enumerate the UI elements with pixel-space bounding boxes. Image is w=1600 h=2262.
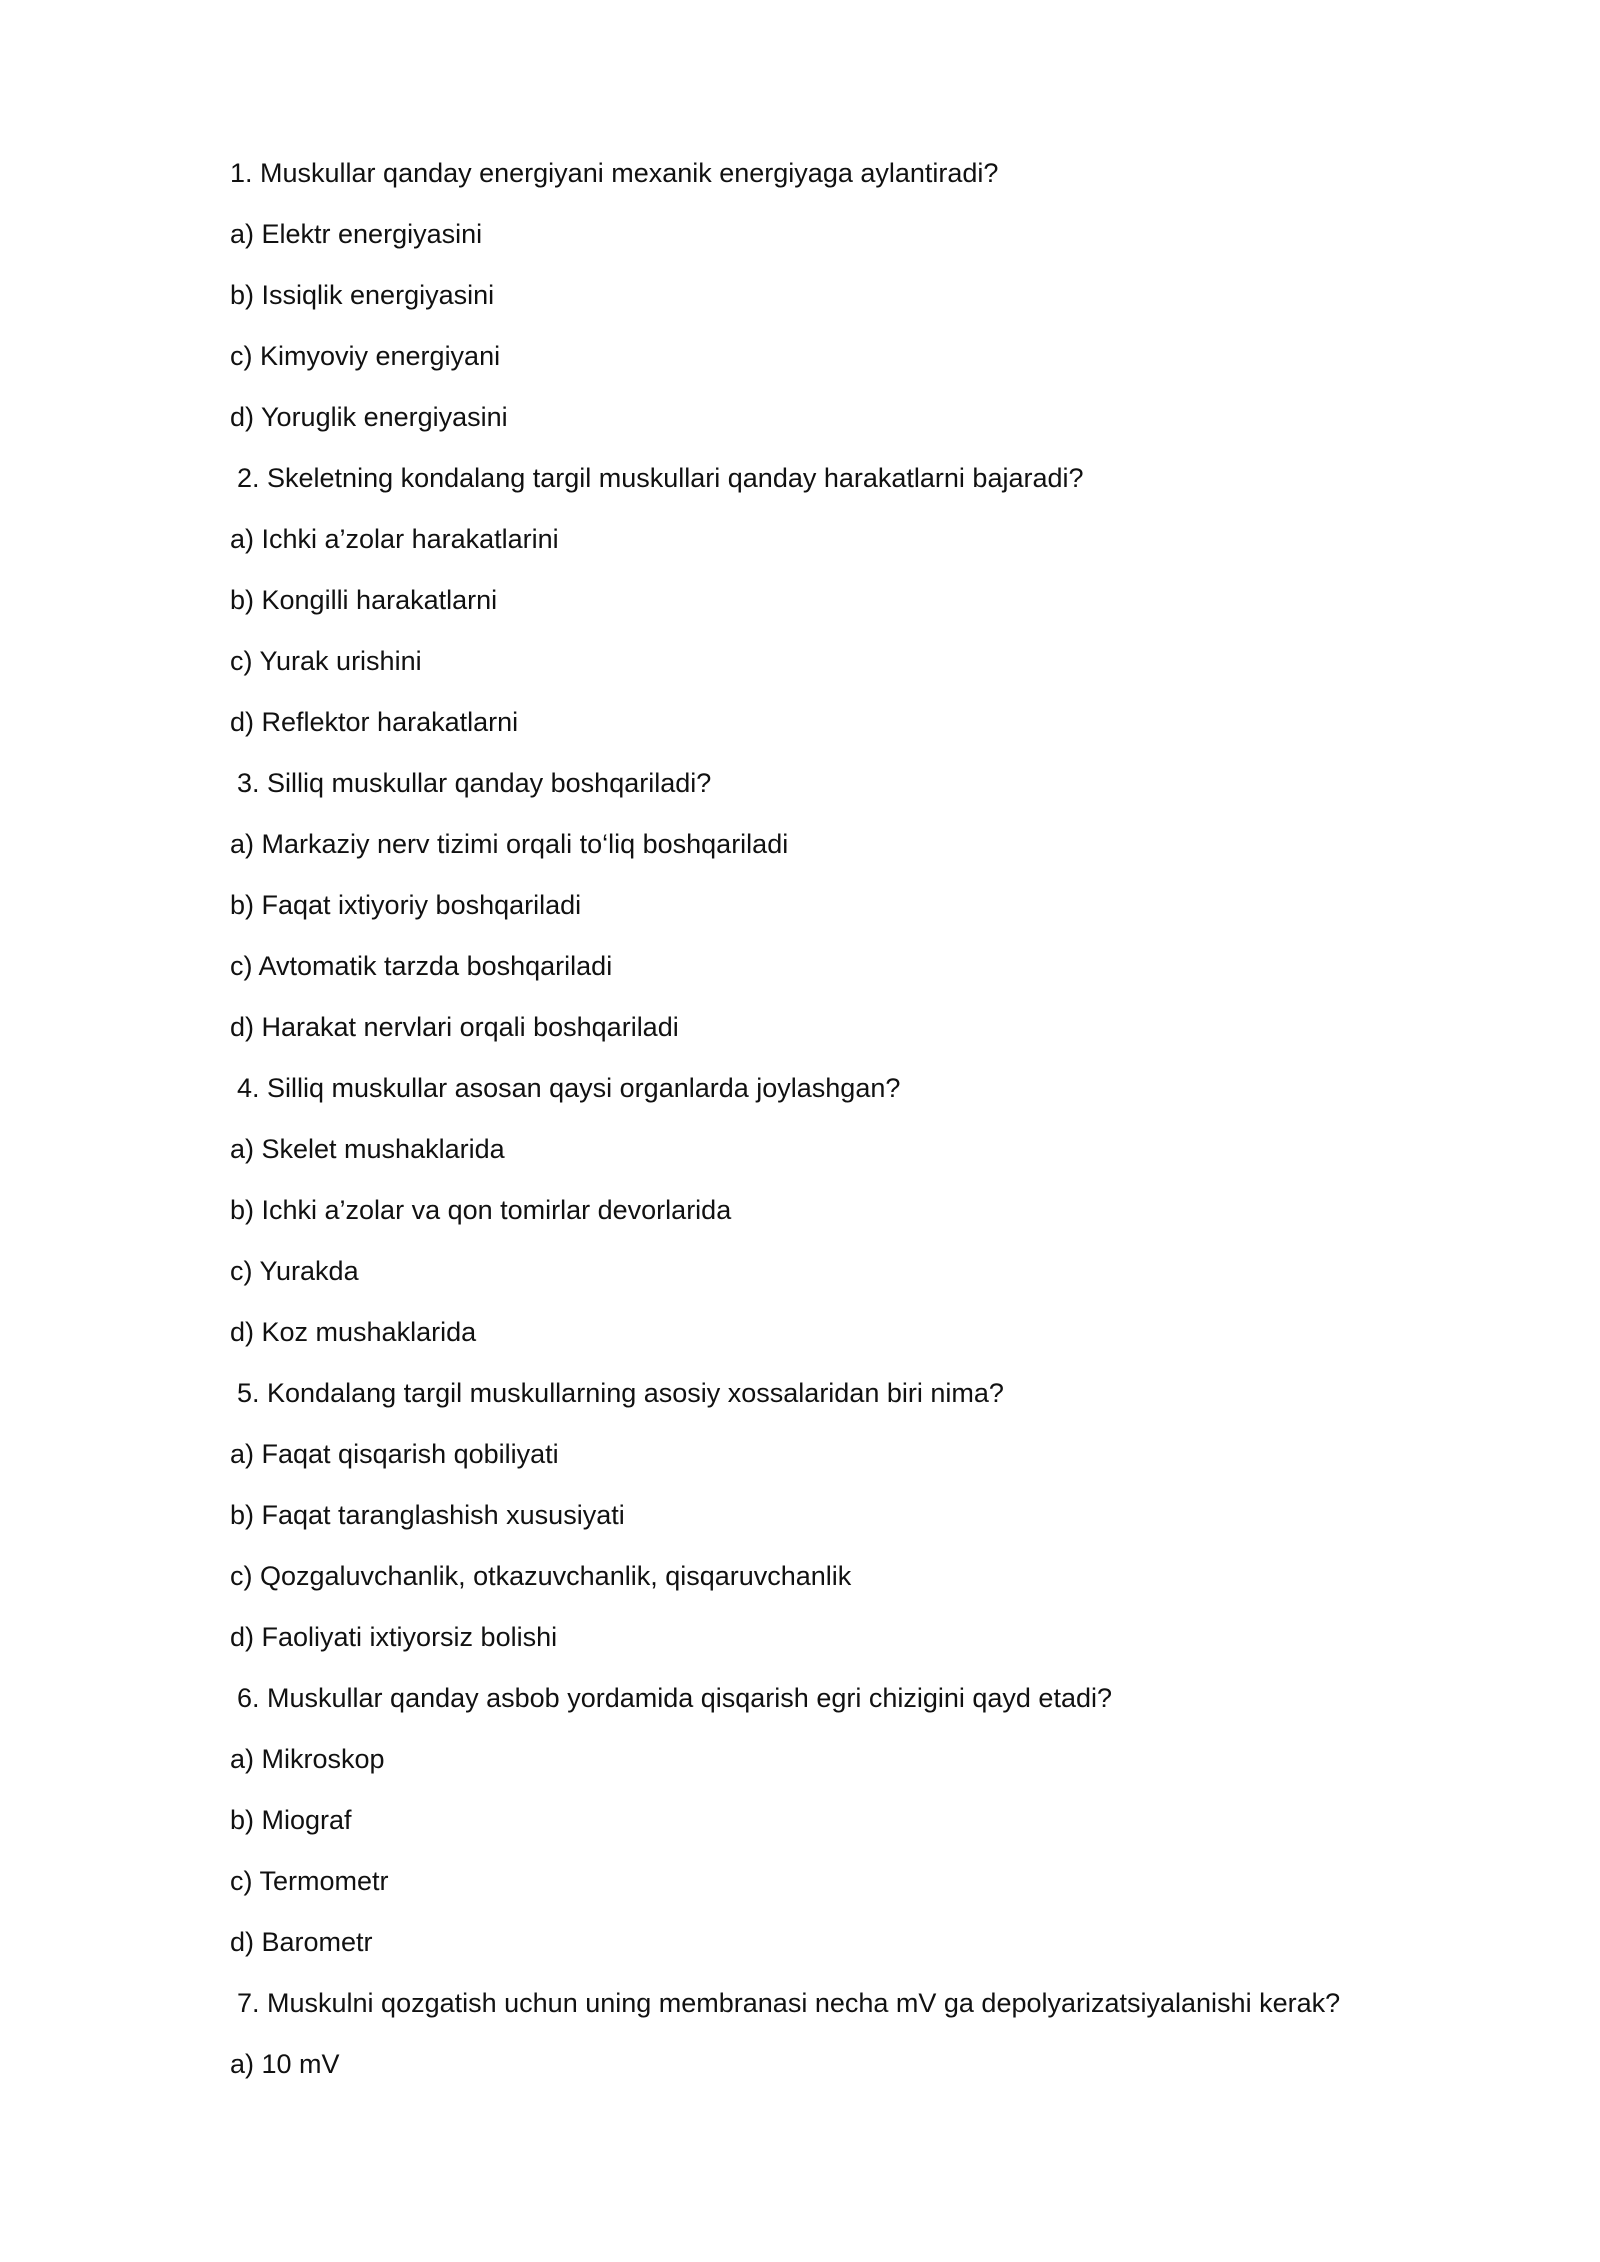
question-text: 7. Muskulni qozgatish uchun uning membranasi necha mV ga depolyarizatsiyalanishi kerak? [237, 1988, 1341, 2018]
answer-option: d) Barometr [230, 1927, 373, 1957]
answer-option: c) Qozgaluvchanlik, otkazuvchanlik, qisqaruvchanlik [230, 1561, 852, 1591]
answer-option: d) Harakat nervlari orqali boshqariladi [230, 1012, 679, 1042]
question-text: 2. Skeletning kondalang targil muskullari qanday harakatlarni bajaradi? [237, 463, 1084, 493]
answer-option: a) Skelet mushaklarida [230, 1134, 505, 1164]
answer-option: d) Faoliyati ixtiyorsiz bolishi [230, 1622, 558, 1652]
answer-option: a) Faqat qisqarish qobiliyati [230, 1439, 559, 1469]
question-text: 6. Muskullar qanday asbob yordamida qisqarish egri chizigini qayd etadi? [237, 1683, 1112, 1713]
question-list [230, 153, 1430, 2105]
answer-option: c) Yurakda [230, 1256, 359, 1286]
question-text: 1. Muskullar qanday energiyani mexanik energiyaga aylantiradi? [230, 158, 999, 188]
answer-option: d) Yoruglik energiyasini [230, 402, 508, 432]
answer-option: b) Miograf [230, 1805, 352, 1835]
answer-option: b) Ichki a’zolar va qon tomirlar devorlarida [230, 1195, 732, 1225]
answer-option: b) Faqat ixtiyoriy boshqariladi [230, 890, 582, 920]
answer-option: c) Kimyoviy energiyani [230, 341, 501, 371]
answer-option: a) Markaziy nerv tizimi orqali to‘liq boshqariladi [230, 829, 789, 859]
question-text: 5. Kondalang targil muskullarning asosiy xossalaridan biri nima? [237, 1378, 1004, 1408]
answer-option: c) Termometr [230, 1866, 389, 1896]
answer-option: b) Issiqlik energiyasini [230, 280, 495, 310]
answer-option: d) Reflektor harakatlarni [230, 707, 519, 737]
answer-option: b) Faqat taranglashish xususiyati [230, 1500, 625, 1530]
answer-option: a) Ichki a’zolar harakatlarini [230, 524, 559, 554]
answer-option: d) Koz mushaklarida [230, 1317, 477, 1347]
answer-option: c) Avtomatik tarzda boshqariladi [230, 951, 613, 981]
answer-option: a) 10 mV [230, 2049, 340, 2079]
answer-option: a) Elektr energiyasini [230, 219, 483, 249]
answer-option: a) Mikroskop [230, 1744, 385, 1774]
question-text: 3. Silliq muskullar qanday boshqariladi? [237, 768, 712, 798]
question-text: 4. Silliq muskullar asosan qaysi organlarda joylashgan? [237, 1073, 901, 1103]
answer-option: b) Kongilli harakatlarni [230, 585, 498, 615]
answer-option: c) Yurak urishini [230, 646, 422, 676]
